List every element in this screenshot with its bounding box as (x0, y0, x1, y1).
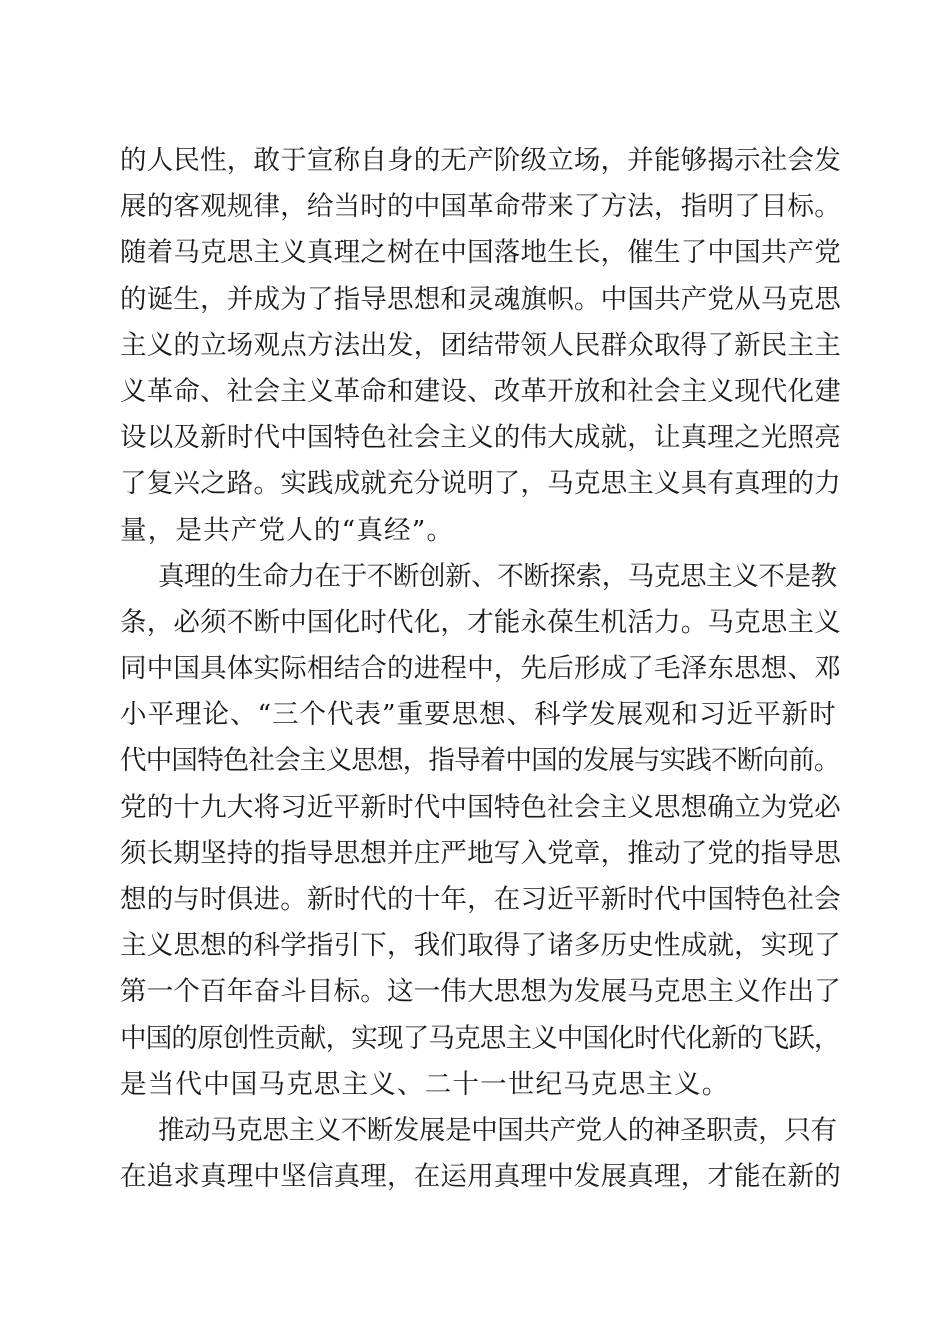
text-line: 同中国具体实际相结合的进程中，先后形成了毛泽东思想、邓 (120, 653, 841, 685)
text-line: 中国的原创性贡献，实现了马克思主义中国化时代化新的飞跃， (120, 1022, 840, 1054)
text-line: 主义的立场观点方法出发，团结带领人民群众取得了新民主主 (120, 329, 841, 361)
text-line: 在追求真理中坚信真理，在运用真理中发展真理，才能在新的 (120, 1161, 841, 1193)
text-line: 党的十九大将习近平新时代中国特色社会主义思想确立为党必 (120, 791, 841, 823)
paragraph-first-line: 推动马克思主义不断发展是中国共产党人的神圣职责，只有 (158, 1114, 837, 1146)
text-line: 须长期坚持的指导思想并庄严地写入党章，推动了党的指导思 (120, 837, 841, 869)
text-line: 量，是共产党人的“真经”。 (120, 514, 455, 546)
text-line: 随着马克思主义真理之树在中国落地生长，催生了中国共产党 (120, 237, 841, 269)
body-text (120, 138, 840, 1200)
text-line: 代中国特色社会主义思想，指导着中国的发展与实践不断向前。 (120, 745, 840, 777)
text-line: 小平理论、“三个代表”重要思想、科学发展观和习近平新时 (120, 699, 837, 731)
text-line: 展的客观规律，给当时的中国革命带来了方法，指明了目标。 (120, 191, 841, 223)
text-line: 主义思想的科学指引下，我们取得了诸多历史性成就，实现了 (120, 930, 841, 962)
text-line: 的人民性，敢于宣称自身的无产阶级立场，并能够揭示社会发 (120, 145, 841, 176)
text-line: 设以及新时代中国特色社会主义的伟大成就，让真理之光照亮 (120, 422, 841, 454)
text-line: 条，必须不断中国化时代化，才能永葆生机活力。马克思主义 (120, 606, 841, 638)
text-line: 的诞生，并成为了指导思想和灵魂旗帜。中国共产党从马克思 (120, 283, 841, 315)
text-line: 第一个百年奋斗目标。这一伟大思想为发展马克思主义作出了 (120, 976, 841, 1008)
text-line: 了复兴之路。实践成就充分说明了，马克思主义具有真理的力 (120, 468, 841, 500)
text-line: 想的与时俱进。新时代的十年，在习近平新时代中国特色社会 (120, 884, 841, 915)
text-line: 是当代中国马克思主义、二十一世纪马克思主义。 (120, 1068, 730, 1100)
paragraph-first-line: 真理的生命力在于不断创新、不断探索，马克思主义不是教 (158, 560, 837, 592)
text-line: 义革命、社会主义革命和建设、改革开放和社会主义现代化建 (120, 375, 841, 407)
